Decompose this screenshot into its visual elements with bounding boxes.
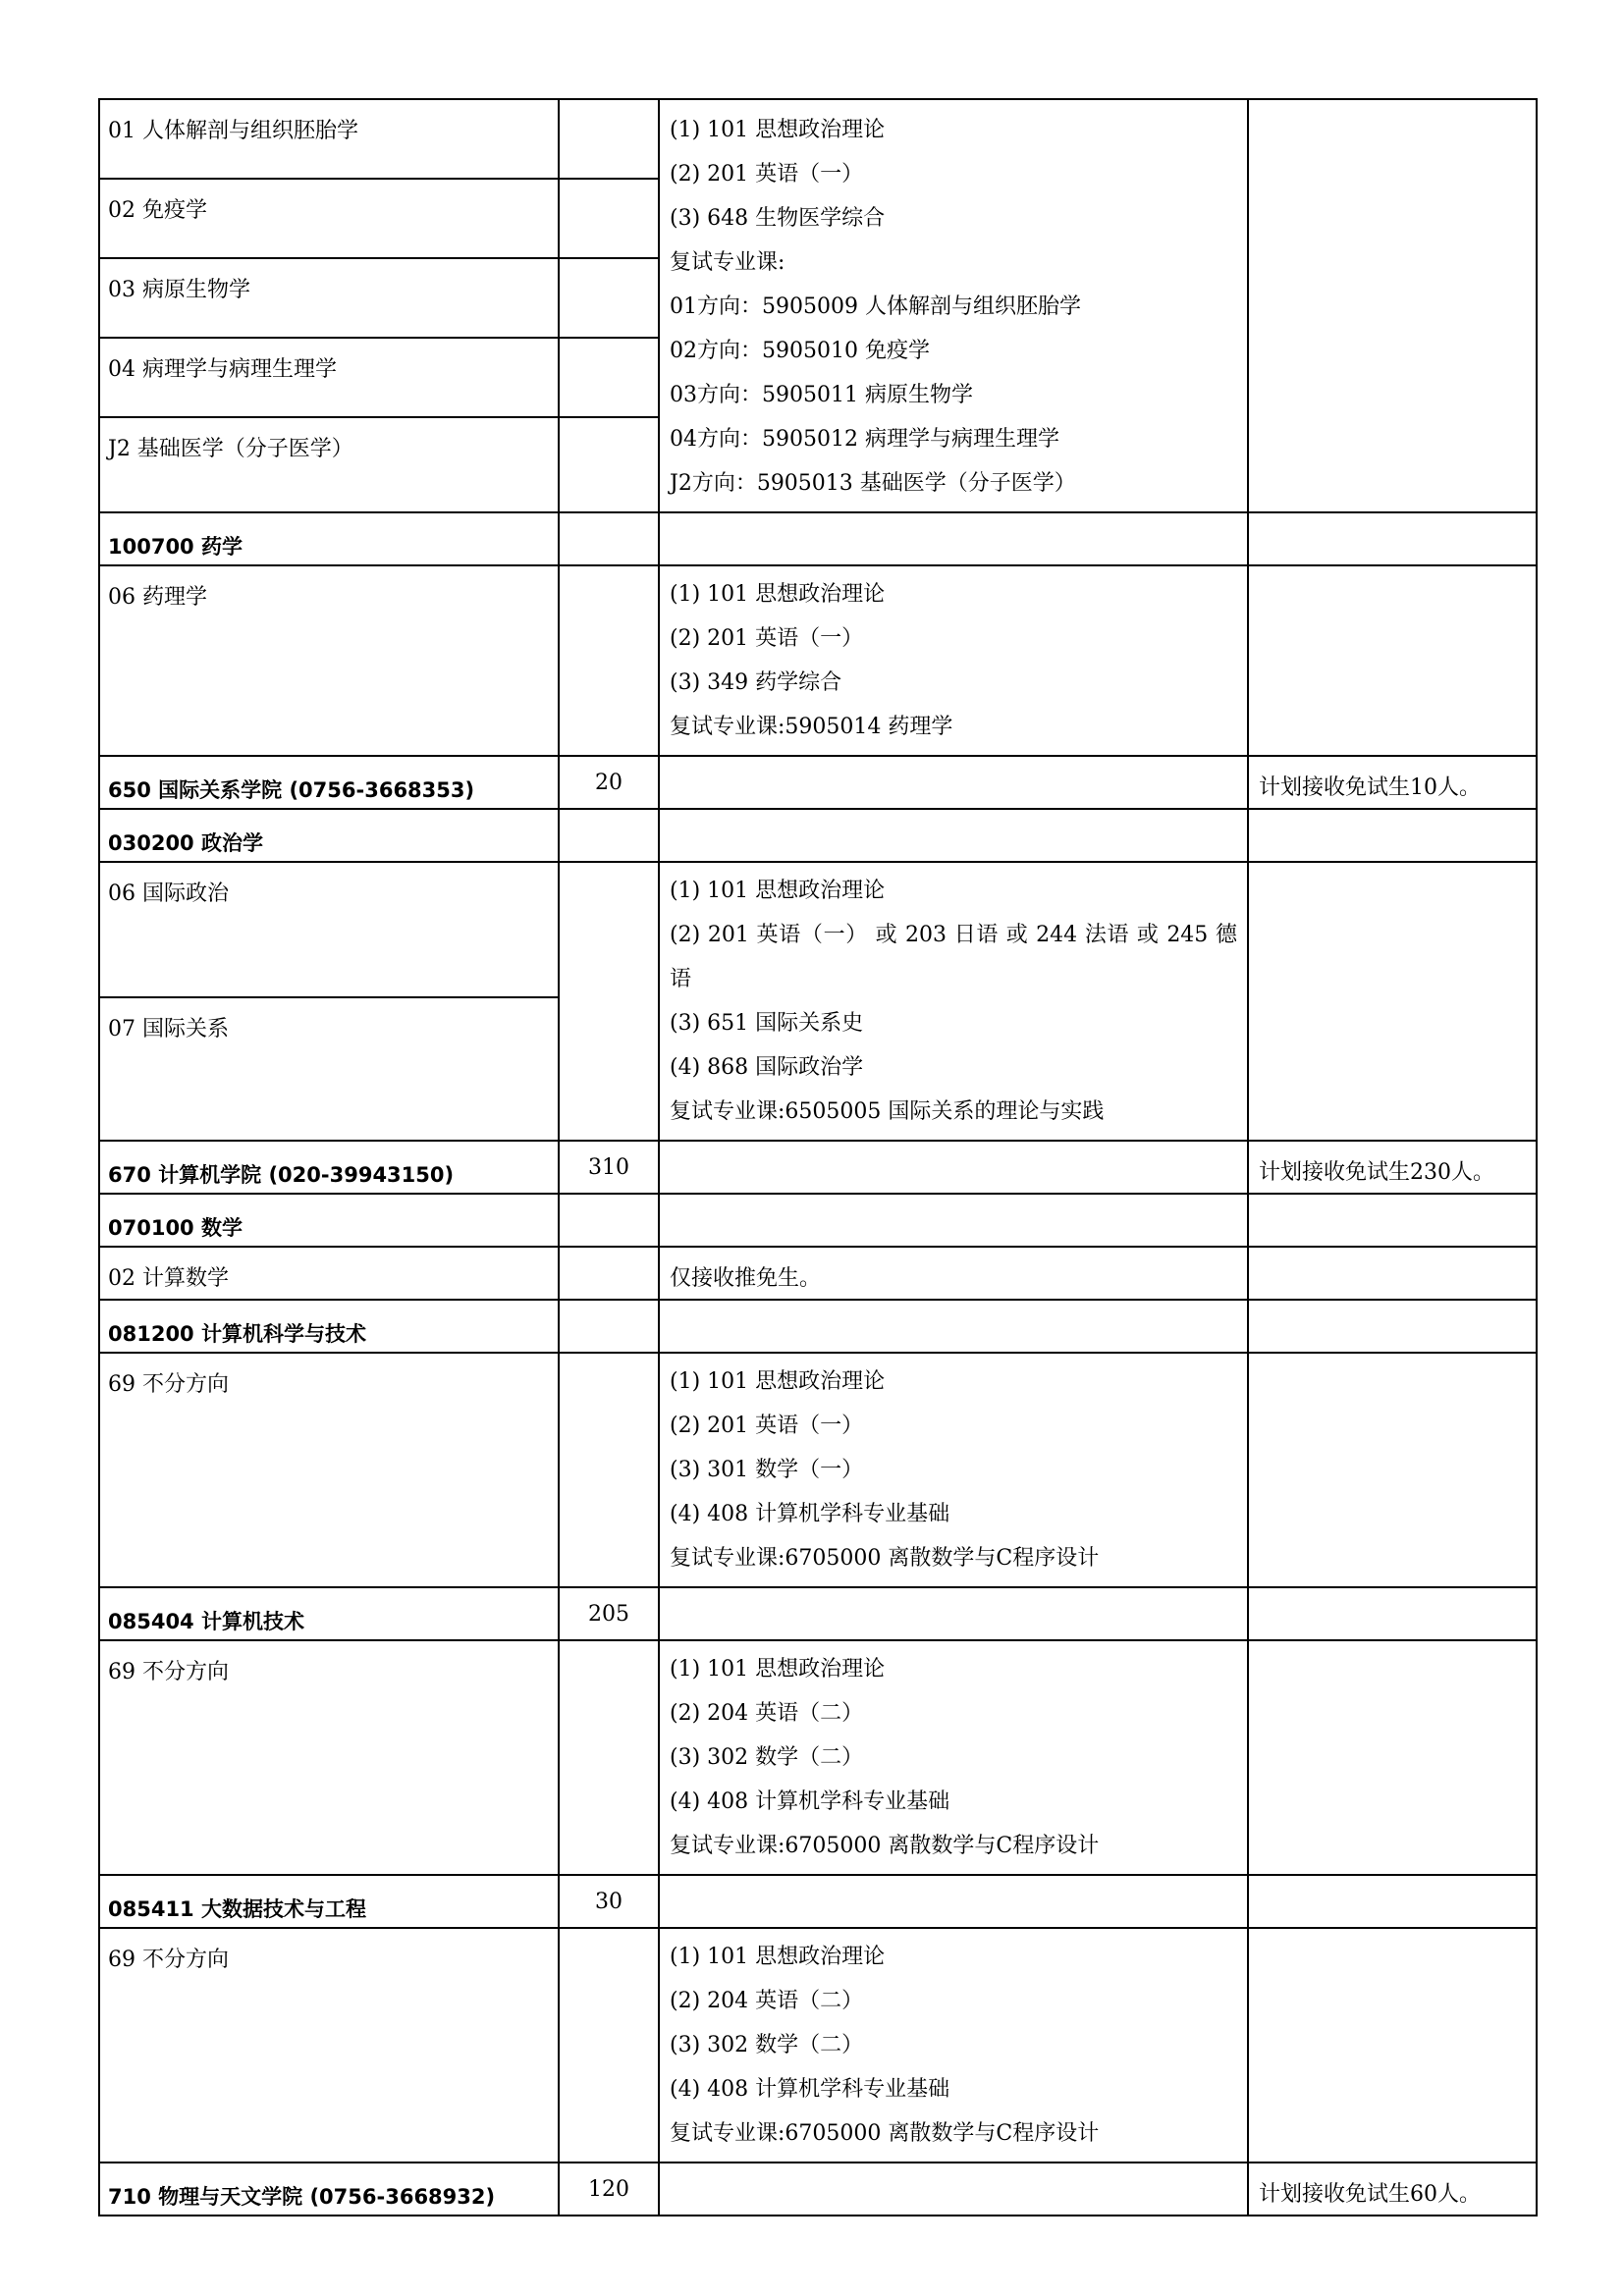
exam-line: (3) 648 生物医学综合: [670, 206, 886, 231]
exam-note: 仅接收推免生。: [659, 1247, 1248, 1300]
table-row: [99, 565, 1537, 756]
exam-line: (4) 408 计算机学科专业基础: [670, 1789, 950, 1814]
exam-line: (1) 101 思想政治理论: [670, 118, 886, 142]
exam-line: (1) 101 思想政治理论: [670, 879, 886, 903]
direction-item: 02 免疫学: [100, 180, 558, 259]
exam-line: (2) 201 英语（一）: [670, 626, 864, 651]
direction-item: J2 基础医学（分子医学）: [108, 437, 353, 461]
major-name: 030200 政治学: [99, 809, 559, 862]
table-row: [99, 1194, 1537, 1247]
table-row: [99, 1928, 1537, 2163]
exam-line: 复试专业课:5905014 药理学: [670, 715, 953, 739]
exam-line: 02方向：5905010 免疫学: [670, 339, 930, 363]
exam-line: (4) 868 国际政治学: [670, 1055, 864, 1080]
direction-item: 01 人体解剖与组织胚胎学: [100, 100, 558, 180]
quota: 310: [559, 1141, 659, 1194]
table-row: [99, 1141, 1537, 1194]
quota: 30: [559, 1875, 659, 1928]
exam-subjects-cell: [659, 565, 1248, 756]
school-name: 670 计算机学院 (020-39943150): [99, 1141, 559, 1194]
major-name: 070100 数学: [99, 1194, 559, 1247]
quota-cell: [559, 99, 659, 512]
school-note: 计划接收免试生10人。: [1248, 756, 1537, 809]
table-row: [99, 1640, 1537, 1875]
direction-cell: [99, 99, 559, 512]
exam-line: 复试专业课:6705000 离散数学与C程序设计: [670, 1834, 1100, 1858]
exam-subjects-cell: [659, 862, 1248, 1141]
table-row: [99, 2163, 1537, 2216]
direction-name: 69 不分方向: [99, 1640, 559, 1875]
exam-subjects-cell: [659, 1353, 1248, 1587]
exam-line: (1) 101 思想政治理论: [670, 582, 886, 607]
table-row: [99, 809, 1537, 862]
table-row: [99, 512, 1537, 565]
major-name: 085404 计算机技术: [99, 1587, 559, 1640]
school-note: 计划接收免试生230人。: [1248, 1141, 1537, 1194]
enrollment-table: [98, 98, 1538, 2216]
exam-line: (4) 408 计算机学科专业基础: [670, 2077, 950, 2102]
quota: 20: [559, 756, 659, 809]
exam-line: (2) 201 英语（一）: [670, 162, 864, 187]
direction-item: 06 国际政治: [100, 863, 558, 998]
table-row: [99, 1247, 1537, 1300]
table-row: [99, 1353, 1537, 1587]
exam-line: (3) 301 数学（一）: [670, 1458, 864, 1482]
exam-line: (1) 101 思想政治理论: [670, 1657, 886, 1682]
major-name: 081200 计算机科学与技术: [99, 1300, 559, 1353]
direction-item: 03 病原生物学: [100, 259, 558, 339]
exam-subjects-cell: [659, 99, 1248, 512]
exam-line: 复试专业课:6505005 国际关系的理论与实践: [670, 1099, 1105, 1124]
exam-line: 01方向：5905009 人体解剖与组织胚胎学: [670, 294, 1081, 319]
table-row: [99, 862, 1537, 1141]
table-row: [99, 99, 1537, 512]
direction-name: 69 不分方向: [99, 1353, 559, 1587]
exam-line: (3) 302 数学（二）: [670, 1745, 864, 1770]
major-name: 100700 药学: [99, 512, 559, 565]
table-row: [99, 1875, 1537, 1928]
direction-name: 02 计算数学: [99, 1247, 559, 1300]
school-note: 计划接收免试生60人。: [1248, 2163, 1537, 2216]
exam-line: 复试专业课:6705000 离散数学与C程序设计: [670, 1546, 1100, 1571]
exam-line: (1) 101 思想政治理论: [670, 1945, 886, 1969]
exam-line: 复试专业课:6705000 离散数学与C程序设计: [670, 2121, 1100, 2146]
direction-item: 07 国际关系: [108, 1017, 229, 1041]
exam-line: (2) 201 英语（一）: [670, 1414, 864, 1438]
table-row: [99, 1587, 1537, 1640]
exam-line: 04方向：5905012 病理学与病理生理学: [670, 427, 1059, 452]
quota: 205: [559, 1587, 659, 1640]
exam-line: (2) 204 英语（二）: [670, 1989, 864, 2013]
exam-line: (3) 349 药学综合: [670, 670, 842, 695]
school-name: 710 物理与天文学院 (0756-3668932): [99, 2163, 559, 2216]
exam-subjects-cell: [659, 1928, 1248, 2163]
exam-line: (2) 201 英语（一） 或 203 日语 或 244 法语 或 245 德语: [670, 923, 1237, 991]
direction-name: 06 药理学: [99, 565, 559, 756]
table-row: [99, 756, 1537, 809]
exam-line: 03方向：5905011 病原生物学: [670, 383, 973, 407]
exam-line: (1) 101 思想政治理论: [670, 1369, 886, 1394]
note-cell: [1248, 99, 1537, 512]
exam-line: (2) 204 英语（二）: [670, 1701, 864, 1726]
exam-line: J2方向：5905013 基础医学（分子医学）: [670, 471, 1076, 496]
school-name: 650 国际关系学院 (0756-3668353): [99, 756, 559, 809]
major-name: 085411 大数据技术与工程: [99, 1875, 559, 1928]
direction-cell: [99, 862, 559, 1141]
exam-line: 复试专业课:: [670, 250, 785, 275]
exam-line: (3) 302 数学（二）: [670, 2033, 864, 2057]
quota: 120: [559, 2163, 659, 2216]
direction-item: 04 病理学与病理生理学: [100, 339, 558, 418]
direction-name: 69 不分方向: [99, 1928, 559, 2163]
table-row: [99, 1300, 1537, 1353]
exam-line: (4) 408 计算机学科专业基础: [670, 1502, 950, 1526]
exam-line: (3) 651 国际关系史: [670, 1011, 864, 1036]
exam-subjects-cell: [659, 1640, 1248, 1875]
